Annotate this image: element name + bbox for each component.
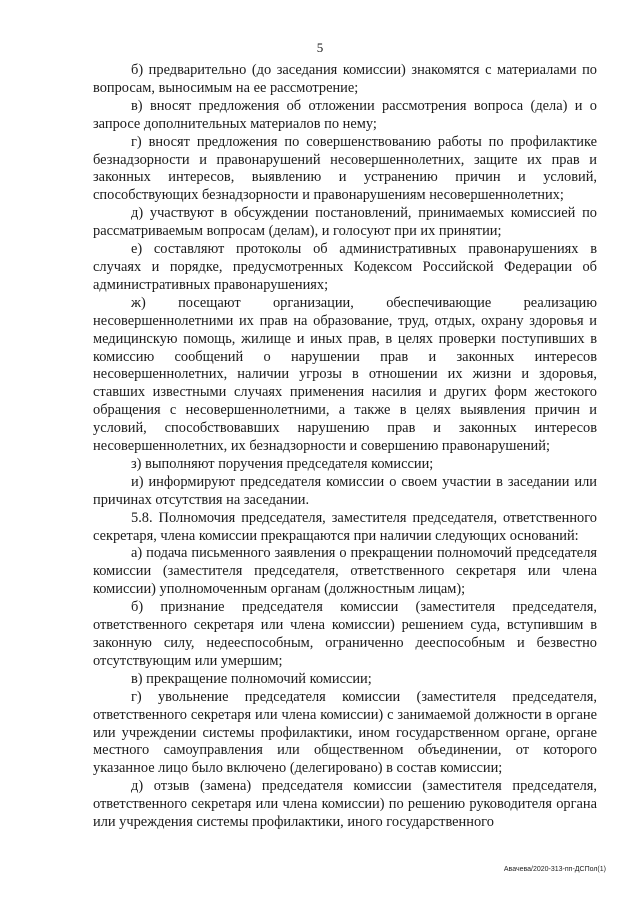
document-reference: Авачева/2020-313-пп-ДСПол(1) — [503, 866, 606, 873]
paragraph-item-b2: б) признание председателя комиссии (заместителя председателя, ответственного секретаря или члена комиссии) решением суда, вступившим в законную силу, недееспособным, ограниченно дееспособным и безвестно отсутствующим или умершим; — [93, 599, 597, 669]
paragraph-item-zh: ж) посещают организации, обеспечивающие реализацию несовершеннолетними их прав на образование, труд, отдых, охрану здоровья и медицинскую помощь, жилище и иных прав, в целях проверки поступивших в комиссию сообщений о нарушении прав и законных интересов несовершеннолетних, наличии угрозы в отношении их жизни и здоровья, ставших известными случаях применения насилия и других форм жестокого обращения с несовершеннолетними, а также в целях выявления причин и условий, способствовавших нарушению прав и законных интересов несовершеннолетних, их безнадзорности и совершению правонарушений; — [93, 294, 597, 455]
paragraph-section-5-8: 5.8. Полномочия председателя, заместителя председателя, ответственного секретаря, члена комиссии прекращаются при наличии следующих оснований: — [93, 509, 597, 544]
paragraph-item-z: з) выполняют поручения председателя комиссии; — [131, 455, 434, 472]
paragraph-item-v2: в) прекращение полномочий комиссии; — [131, 670, 372, 687]
paragraph-item-d2: д) отзыв (замена) председателя комиссии (заместителя председателя, ответственного секретаря или члена комиссии) по решению руководителя органа или учреждения системы профилактики, иного государственного — [93, 778, 597, 831]
paragraph-item-d: д) участвуют в обсуждении постановлений, принимаемых комиссией по рассматриваемым вопросам (делам), и голосуют при их принятии; — [93, 205, 597, 240]
paragraph-item-b: б) предварительно (до заседания комиссии) знакомятся с материалами по вопросам, выносимым на ее рассмотрение; — [93, 62, 597, 96]
paragraph-item-g2: г) увольнение председателя комиссии (заместителя председателя, ответственного секретаря или члена комиссии) с занимаемой должности в органе или учреждении системы профилактики, ином государственном органе, органе местного самоуправления или общественном объединении, от которого указанное лицо было включено (делегировано) в состав комиссии; — [93, 688, 597, 777]
paragraph-item-g: г) вносят предложения по совершенствованию работы по профилактике безнадзорности и правонарушений несовершеннолетних, защите их прав и законных интересов, выявлению и устранению причин и условий, способствующих безнадзорности и правонарушениям несовершеннолетних; — [93, 133, 597, 204]
paragraph-item-v: в) вносят предложения об отложении рассмотрения вопроса (дела) и о запросе дополнительных материалов по нему; — [93, 97, 597, 132]
page-number: 5 — [316, 40, 324, 55]
paragraph-item-a: а) подача письменного заявления о прекращении полномочий председателя комиссии (заместителя председателя, ответственного секретаря или члена комиссии) уполномоченным органам (должностным лицам); — [93, 545, 597, 598]
document-body — [93, 62, 597, 832]
paragraph-item-e: е) составляют протоколы об административных правонарушениях в случаях и порядке, предусмотренных Кодексом Российской Федерации об административных правонарушениях; — [93, 241, 597, 293]
paragraph-item-i: и) информируют председателя комиссии о своем участии в заседании или причинах отсутствия на заседании. — [93, 473, 597, 508]
